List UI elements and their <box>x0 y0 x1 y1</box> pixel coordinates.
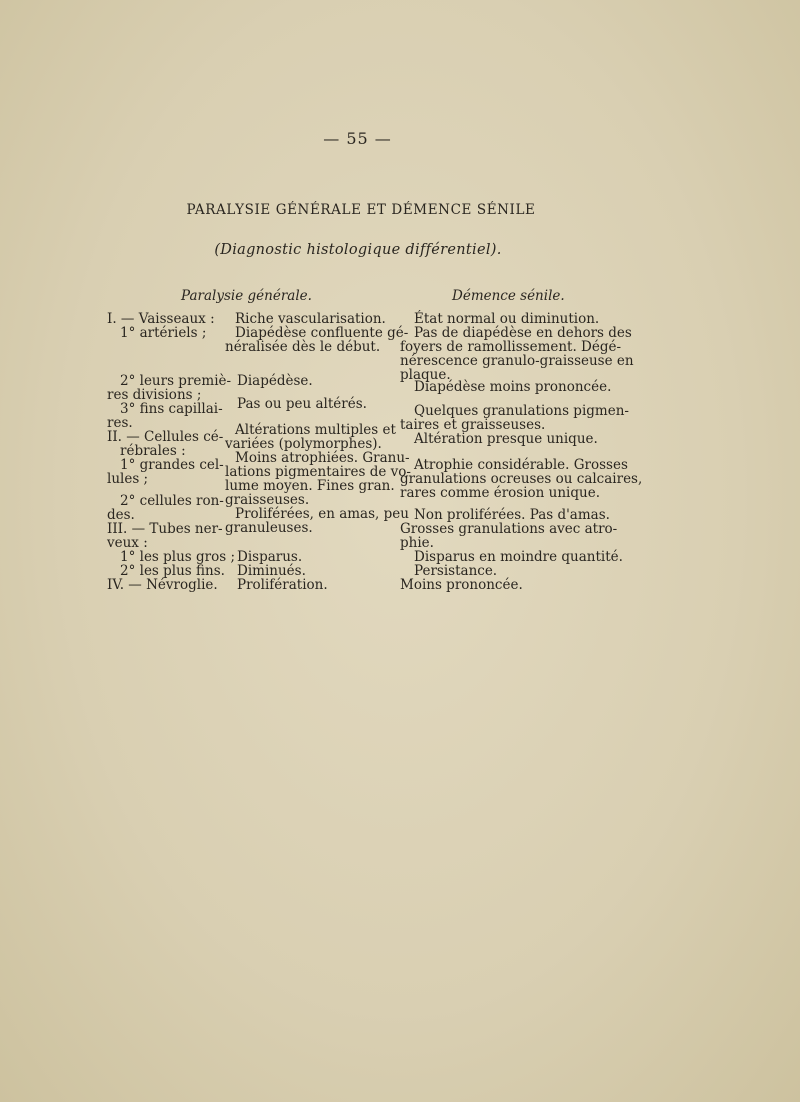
demence-text: phie. <box>400 535 434 551</box>
paralysie-text: variées (polymorphes). <box>225 436 382 452</box>
paralysie-text: néralisée dès le début. <box>225 339 381 355</box>
paralysie-text: Diapédèse confluente gé- <box>235 325 409 341</box>
paralysie-text: Altérations multiples et <box>235 422 396 438</box>
demence-text: rares comme érosion unique. <box>400 485 600 501</box>
page-number: — 55 — <box>323 129 392 148</box>
paralysie-text: lations pigmentaires de vo- <box>225 464 411 480</box>
column-heading-paralysie: Paralysie générale. <box>181 288 312 304</box>
demence-text: taires et graisseuses. <box>400 417 546 433</box>
row-label: 1° les plus gros ; <box>120 549 236 565</box>
demence-text: plaque. <box>400 367 451 383</box>
demence-text: Non proliférées. Pas d'amas. <box>414 507 610 523</box>
row-label: 2° cellules ron- <box>120 493 224 509</box>
paralysie-text: granuleuses. <box>225 520 313 536</box>
page-title: PARALYSIE GÉNÉRALE ET DÉMENCE SÉNILE <box>186 202 536 218</box>
paralysie-text: Moins atrophiées. Granu- <box>235 450 410 466</box>
paralysie-text: Proliférées, en amas, peu <box>235 506 409 522</box>
demence-text: granulations ocreuses ou calcaires, <box>400 471 643 487</box>
row-label: res divisions ; <box>107 387 202 403</box>
row-label: I. — Vaisseaux : <box>107 311 215 327</box>
row-label: II. — Cellules cé- <box>107 429 224 445</box>
demence-text: Disparus en moindre quantité. <box>414 549 623 565</box>
demence-text: foyers de ramollissement. Dégé- <box>400 339 622 355</box>
demence-text: Grosses granulations avec atro- <box>400 521 618 537</box>
row-label: III. — Tubes ner- <box>107 521 223 537</box>
demence-text: Persistance. <box>414 563 498 579</box>
paralysie-text: Riche vascularisation. <box>235 311 386 327</box>
demence-text: État normal ou diminution. <box>414 311 600 327</box>
row-label: IV. — Névroglie. <box>107 577 218 593</box>
paralysie-text: Diminués. <box>237 563 306 579</box>
paralysie-text: Diapédèse. <box>237 373 313 389</box>
paralysie-text: lume moyen. Fines gran. <box>225 478 395 494</box>
row-label: 2° leurs premiè- <box>120 373 232 389</box>
demence-text: Altération presque unique. <box>414 431 598 447</box>
row-label: lules ; <box>107 471 149 487</box>
paralysie-text: graisseuses. <box>225 492 310 508</box>
row-label: rébrales : <box>120 443 186 459</box>
row-label: 1° artériels ; <box>120 325 207 341</box>
row-label: 3° fins capillai- <box>120 401 223 417</box>
demence-text: nérescence granulo-graisseuse en <box>400 353 634 369</box>
row-label: 1° grandes cel- <box>120 457 224 473</box>
paralysie-text: Disparus. <box>237 549 303 565</box>
row-label: res. <box>107 415 133 431</box>
demence-text: Quelques granulations pigmen- <box>414 403 629 419</box>
page-subtitle: (Diagnostic histologique différentiel). <box>214 242 502 258</box>
column-heading-demence: Démence sénile. <box>452 288 565 304</box>
demence-text: Diapédèse moins prononcée. <box>414 379 612 395</box>
row-label: veux : <box>107 535 148 551</box>
demence-text: Moins prononcée. <box>400 577 523 593</box>
demence-text: Atrophie considérable. Grosses <box>414 457 628 473</box>
row-label: 2° les plus fins. <box>120 563 225 579</box>
demence-text: Pas de diapédèse en dehors des <box>414 325 632 341</box>
paralysie-text: Pas ou peu altérés. <box>237 396 367 412</box>
row-label: des. <box>107 507 135 523</box>
paralysie-text: Prolifération. <box>237 577 328 593</box>
